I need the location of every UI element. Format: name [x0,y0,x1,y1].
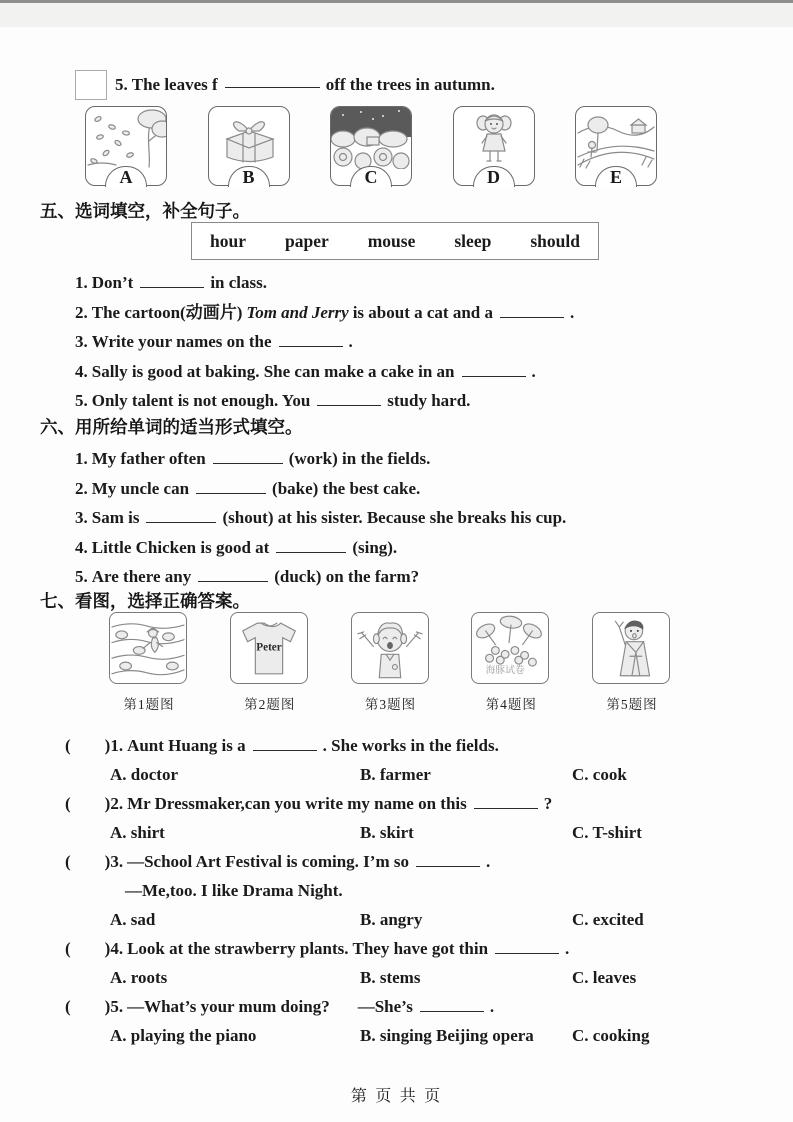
item-text: in class. [210,273,267,292]
item-text: My uncle can [91,478,190,498]
word-bank-word: should [530,230,580,251]
question-text: . [485,852,491,871]
question-text: —What’s your mum doing? [127,997,330,1016]
answer-box [75,70,107,100]
answer-blank [225,83,320,88]
picture-options-row [85,106,657,186]
page-footer: 第 页 共 页 [350,1088,443,1105]
answer-blank [474,804,538,809]
question-text: . [489,997,495,1016]
picture-option-e [575,106,657,186]
question-number: 2. [110,794,124,813]
fill-item [75,327,574,357]
item-text: Don’t [91,273,134,292]
fill-item [75,386,574,416]
answer-paren: ( ) [65,852,111,871]
answer-blank [213,459,283,464]
option-a: A. shirt [110,823,165,842]
item-text: . [531,361,536,381]
section-seven-questions [65,731,765,1050]
item-number: 5. [75,391,88,410]
tshirt-illustration [230,612,308,684]
item-text: Only talent is not enough. You [91,391,311,410]
fill-item [75,298,574,328]
option-b: B. stems [360,968,421,987]
item-text-italic: Tom and Jerry [246,302,349,322]
question-text: —Me,too. I like Drama Night. [125,881,343,900]
choice-question-2 [65,789,765,818]
question-text-after: off the trees in autumn. [325,75,495,94]
fill-item [75,474,566,504]
picture-letter: D [487,166,500,187]
question-picture-5 [592,612,672,713]
fill-item [75,268,574,298]
fill-item [75,444,566,474]
section-seven-title: 七、看图，选择正确答案。 [40,591,250,611]
question-text: —She’s [357,997,413,1016]
option-c: C. leaves [572,968,637,987]
picture-caption: 第2题图 [244,697,296,712]
answer-blank [276,548,346,553]
item-text: Write your names on the [91,332,272,351]
section-five-title: 五、选词填空，补全句子。 [40,201,250,221]
picture-option-d [453,106,535,186]
item-text: study hard. [387,391,471,410]
question-text: Aunt Huang is a [127,736,246,755]
fill-item [75,357,574,387]
item-text: My father often [91,449,206,468]
answer-blank [420,1007,484,1012]
picture-caption: 第5题图 [606,697,658,712]
picture-letter: E [609,166,622,187]
options-row [65,1021,765,1050]
item-text: (sing). [352,537,398,557]
options-row [65,963,765,992]
option-c: C. T-shirt [572,823,642,842]
tshirt-name-label: Peter [256,641,282,654]
question-text: . She works in the fields. [322,736,499,755]
answer-blank [146,518,216,523]
item-text: Little Chicken is good at [91,537,270,557]
question-picture-4 [471,612,551,713]
picture-option-a [85,106,167,186]
question-text: —School Art Festival is coming. I’m so [127,852,409,871]
option-a: A. playing the piano [110,1026,257,1045]
picture-option-c [330,106,412,186]
answer-paren: ( ) [65,794,111,813]
section-five-items [75,268,574,416]
picture-caption: 第4题图 [485,697,537,712]
options-row [65,760,765,789]
item-text: Sally is good at baking. She can make a cake in an [91,361,455,381]
answer-paren: ( ) [65,997,111,1016]
item-text: (duck) on the farm? [274,567,420,586]
options-row [65,818,765,847]
choice-question-3 [65,847,765,876]
question-picture-1 [109,612,189,713]
scan-artifact-band [0,3,793,27]
item-number: 2. [75,478,88,498]
item-number: 3. [75,508,88,527]
choice-question-5 [65,992,765,1021]
item-text: . [348,332,353,351]
item-text: (work) in the fields. [288,449,431,468]
picture-letter: B [242,166,255,187]
answer-blank [253,746,317,751]
answer-blank [279,342,343,347]
choice-question-1 [65,731,765,760]
item-text: (bake) the best cake. [272,478,421,498]
picture-caption: 第1题图 [123,697,175,712]
word-bank-word: mouse [367,230,416,251]
strawberry-plants-illustration [471,612,549,684]
section-six-title: 六、用所给单词的适当形式填空。 [40,417,303,437]
item-text: . [569,302,575,322]
item-number: 3. [75,332,88,351]
options-row [65,905,765,934]
question-text: . [565,939,570,958]
choice-question-3-reply [65,876,765,905]
option-c: C. cooking [572,1026,650,1045]
question-picture-3 [351,612,431,713]
question-text: Look at the strawberry plants. They have got thin [127,939,489,958]
option-c: C. cook [572,765,627,784]
answer-paren: ( ) [65,736,111,755]
picture-caption: 第3题图 [364,697,417,712]
fill-item [75,503,566,533]
answer-blank [198,577,268,582]
question-number: 3. [110,852,124,871]
fields-illustration [109,612,187,684]
excited-girl-illustration [351,612,429,684]
opera-boy-illustration [592,612,670,684]
option-b: B. farmer [360,765,431,784]
option-b: B. angry [360,910,423,929]
section-seven-pictures [109,612,672,713]
answer-paren: ( ) [65,939,111,958]
fill-item [75,533,566,563]
picture-letter: A [119,166,133,187]
choice-question-4 [65,934,765,963]
word-bank [191,222,599,260]
item-number: 4. [75,361,88,381]
question-number: 5. [115,75,128,94]
picture-letter: C [364,166,378,187]
word-bank-word: paper [284,230,329,251]
word-bank-word: hour [210,230,246,251]
section-six-items [75,444,566,592]
question-number: 5. [110,997,124,1016]
answer-blank [196,489,266,494]
word-bank-word: sleep [454,230,492,251]
item-number: 5. [75,567,88,586]
answer-blank [495,949,559,954]
question-number: 1. [110,736,124,755]
watermark-text: 海豚试卷 [485,664,525,676]
item-text: (shout) at his sister. Because she breaks his cup. [222,508,567,527]
question-number: 4. [110,939,124,958]
option-a: A. sad [110,910,156,929]
answer-blank [140,283,204,288]
picture-option-b [208,106,290,186]
question-text: ? [543,794,553,813]
item-text: Sam is [91,508,140,527]
item-text: The cartoon(动画片) [91,302,243,322]
answer-blank [317,401,381,406]
item-number: 4. [75,537,88,557]
option-a: A. doctor [110,765,178,784]
top-question-line [75,70,495,100]
option-b: B. singing Beijing opera [360,1026,534,1045]
item-text: is about a cat and a [352,302,493,322]
question-picture-2 [230,612,310,713]
item-number: 2. [75,302,88,322]
option-b: B. skirt [360,823,414,842]
question-text-before: The leaves f [131,75,218,94]
item-number: 1. [75,449,88,468]
option-c: C. excited [572,910,644,929]
answer-blank [462,372,526,377]
item-number: 1. [75,273,88,292]
item-text: Are there any [91,567,192,586]
answer-blank [416,862,480,867]
option-a: A. roots [110,968,168,987]
question-text: Mr Dressmaker,can you write my name on this [127,794,467,813]
answer-blank [500,313,564,318]
